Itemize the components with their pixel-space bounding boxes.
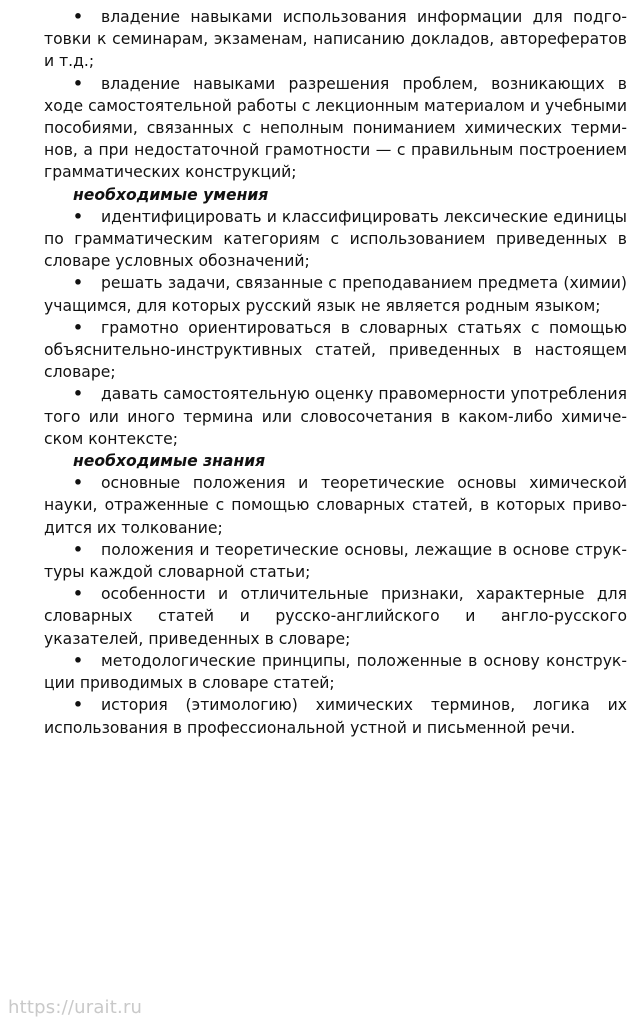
bullet: • — [73, 274, 83, 293]
list-item — [44, 650, 627, 694]
list-item-text: владение навыками разрешения проблем, возникающих в ходе самостоятельной работы с лекционным материалом и учебными пособиями, связанных с неполным пониманием химических терминов, а при недостаточной грамотности — с правильным построением грамматических конструкций; — [44, 74, 627, 182]
bullet: • — [73, 318, 83, 337]
list-item — [44, 583, 627, 650]
bullet: • — [73, 207, 83, 226]
section-heading-knowledge: необходимые знания — [73, 452, 266, 471]
bullet: • — [73, 585, 83, 604]
section-abilities — [44, 184, 627, 450]
section-skills — [44, 6, 627, 184]
list-item — [44, 317, 627, 384]
watermark-url: https://urait.ru — [8, 997, 143, 1018]
list-item-text: основные положения и теоретические основы химической науки, отраженные с помощью словарных статей, в которых приводится их толкование; — [44, 474, 627, 537]
bullet: • — [73, 8, 83, 26]
bullet: • — [73, 540, 83, 559]
section-knowledge — [44, 450, 627, 739]
list-item — [44, 694, 627, 738]
list-item — [44, 6, 627, 73]
list-item-text: владение навыками использования информации для подготовки к семинарам, экзаменам, написанию докладов, авторефератов и т.д.; — [44, 8, 627, 71]
bullet: • — [73, 696, 83, 715]
list-item-text: положения и теоретические основы, лежащие в основе структуры каждой словарной статьи; — [44, 540, 627, 582]
section-heading-abilities: необходимые умения — [73, 185, 269, 204]
bullet: • — [73, 385, 83, 404]
list-item — [44, 539, 627, 583]
bullet: • — [73, 74, 83, 93]
list-item-text: давать самостоятельную оценку правомерности употребления того или иного термина или словосочетания в каком-либо химическом контексте; — [44, 385, 627, 448]
list-item-text: особенности и отличительные признаки, характерные для словарных статей и русско-английского и англо-русского указателей, приведенных в словаре; — [44, 585, 627, 648]
bullet: • — [73, 474, 83, 493]
list-item — [44, 206, 627, 273]
page-body — [44, 6, 627, 739]
list-item-text: история (этимологию) химических терминов, логика их использования в профессиональной устной и письменной речи. — [44, 696, 627, 737]
list-item — [44, 272, 627, 316]
list-item-text: методологические принципы, положенные в основу конструкции приводимых в словаре статей; — [44, 651, 627, 693]
list-item — [44, 472, 627, 539]
list-item — [44, 73, 627, 184]
list-item-text: грамотно ориентироваться в словарных статьях с помощью объяснительно-инструктивных статей, приведенных в настоящем словаре; — [44, 318, 627, 382]
bullet: • — [73, 651, 83, 670]
list-item-text: решать задачи, связанные с преподаванием предмета (химии) учащимся, для которых русский язык не является родным языком; — [44, 274, 627, 315]
list-item-text: идентифицировать и классифицировать лексические единицы по грамматическим категориям с использованием приведенных в словаре условных обозначений; — [44, 207, 627, 271]
list-item — [44, 383, 627, 450]
